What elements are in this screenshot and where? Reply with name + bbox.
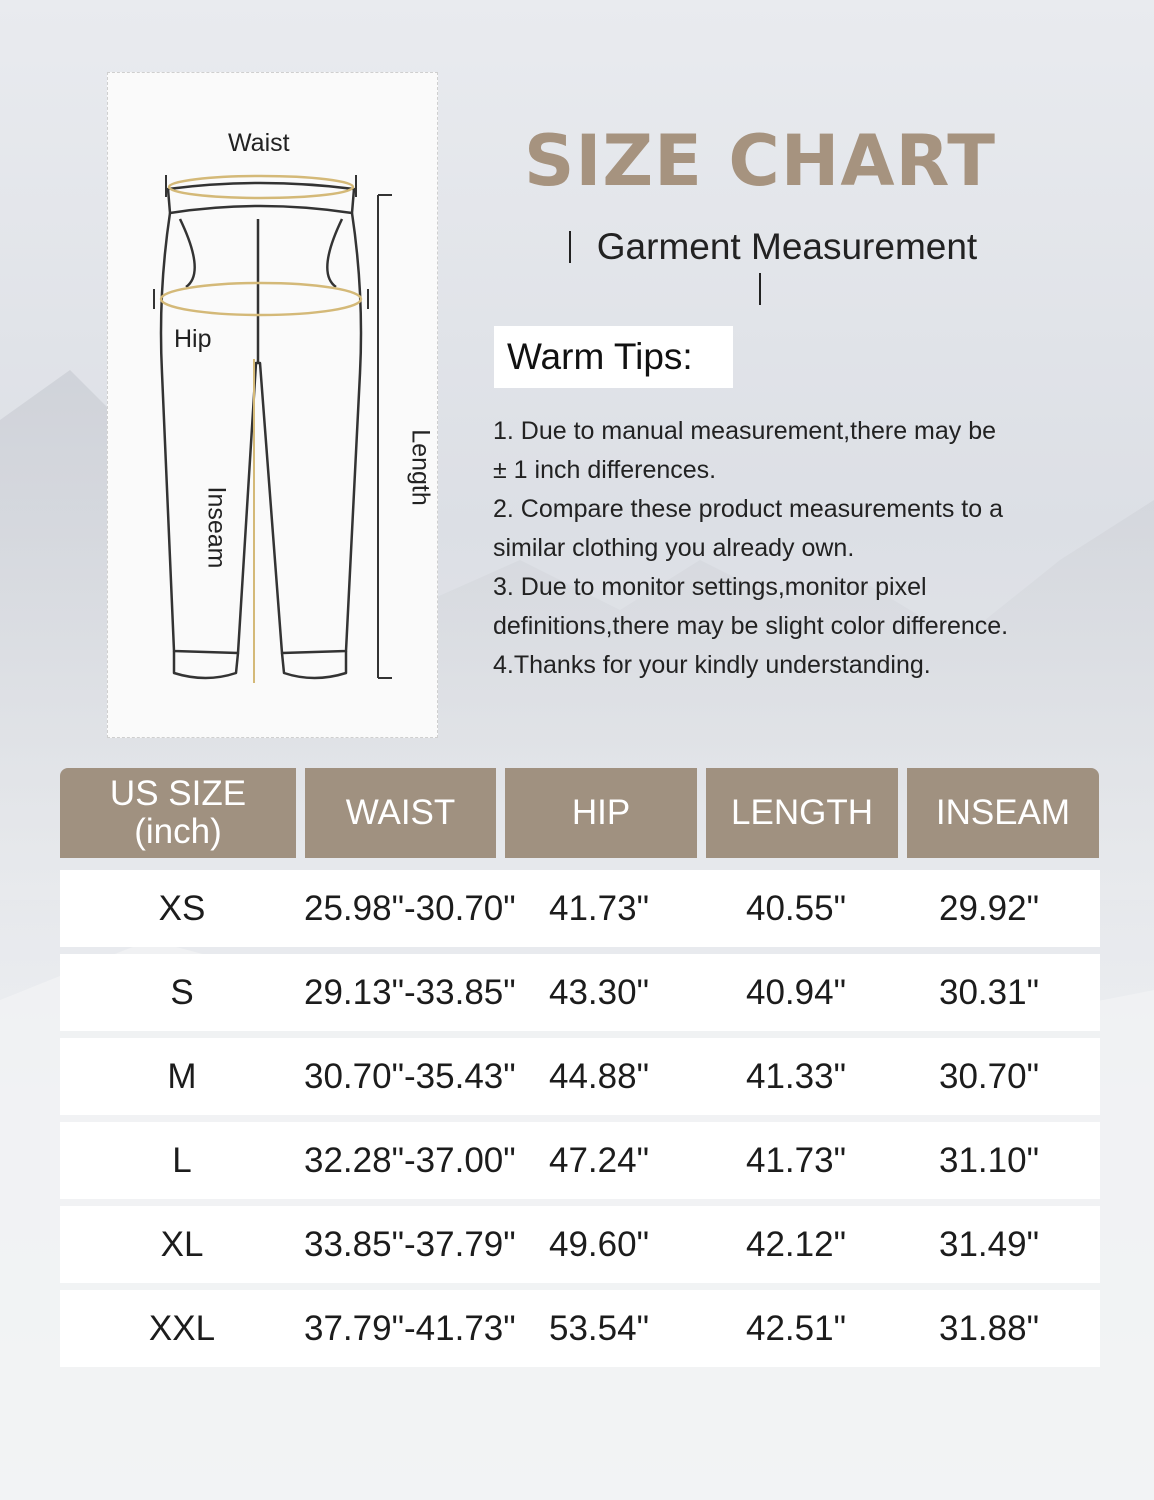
cell-size: XS: [158, 888, 206, 928]
table-row: [60, 1290, 1100, 1367]
tip-line: ± 1 inch differences.: [493, 456, 717, 484]
cell-hip: 49.60": [548, 1224, 649, 1264]
header-inseam: INSEAM: [907, 768, 1099, 858]
pants-diagram-panel: [107, 72, 438, 738]
cell-hip: 47.24": [548, 1140, 649, 1180]
table-row: [60, 870, 1100, 947]
tips-heading: Warm Tips:: [494, 326, 733, 388]
table-row: [60, 1038, 1100, 1115]
cell-waist: 29.13"-33.85": [304, 972, 516, 1012]
tip-line: similar clothing you already own.: [493, 534, 855, 562]
inseam-label: Inseam: [202, 486, 231, 569]
header-waist: WAIST: [305, 768, 496, 858]
cell-size: L: [172, 1140, 192, 1180]
cell-length: 41.33": [745, 1056, 846, 1096]
cell-size: XXL: [148, 1308, 216, 1348]
cell-waist: 32.28"-37.00": [304, 1140, 516, 1180]
tip-line: 1. Due to manual measurement,there may be: [493, 417, 997, 445]
tips-list: [493, 412, 1093, 685]
cell-hip: 44.88": [548, 1056, 649, 1096]
cell-size: XL: [160, 1224, 204, 1264]
cell-length: 42.51": [745, 1308, 846, 1348]
cell-length: 40.94": [745, 972, 846, 1012]
cell-size: M: [167, 1056, 197, 1096]
tip-line: 3. Due to monitor settings,monitor pixel: [493, 573, 927, 601]
hip-measure-line: [161, 283, 361, 315]
table-row: [60, 1206, 1100, 1283]
cell-inseam: 31.88": [938, 1308, 1039, 1348]
header-us-size: [60, 768, 296, 858]
cell-length: 41.73": [745, 1140, 846, 1180]
subtitle-text: Garment Measurement: [596, 226, 978, 267]
cell-waist: 30.70"-35.43": [304, 1056, 516, 1096]
cell-inseam: 31.10": [938, 1140, 1039, 1180]
cell-hip: 41.73": [548, 888, 649, 928]
cell-waist: 25.98"-30.70": [304, 888, 516, 928]
cell-inseam: 31.49": [938, 1224, 1039, 1264]
tip-line: definitions,there may be slight color difference.: [493, 612, 1009, 640]
size-table: [60, 768, 1100, 1374]
cell-length: 40.55": [745, 888, 846, 928]
subtitle: [520, 226, 1000, 310]
cell-waist: 37.79"-41.73": [304, 1308, 516, 1348]
cell-length: 42.12": [745, 1224, 846, 1264]
header-length: LENGTH: [706, 768, 898, 858]
pants-outline-icon: [108, 73, 439, 739]
cell-inseam: 29.92": [938, 888, 1039, 928]
header-hip: HIP: [505, 768, 697, 858]
page-title: SIZE CHART: [523, 120, 997, 202]
cell-inseam: 30.31": [938, 972, 1039, 1012]
table-body: [60, 870, 1100, 1367]
cell-size: S: [170, 972, 194, 1012]
divider: [569, 231, 571, 263]
table-row: [60, 1122, 1100, 1199]
cell-waist: 33.85"-37.79": [304, 1224, 516, 1264]
waist-label: Waist: [228, 129, 290, 157]
header-us-size-text: US SIZE (inch): [109, 774, 247, 851]
table-header: [60, 768, 1100, 858]
tip-line: 4.Thanks for your kindly understanding.: [493, 651, 931, 679]
divider: [759, 273, 761, 305]
tip-line: 2. Compare these product measurements to a: [493, 495, 1003, 523]
length-label: Length: [406, 429, 435, 506]
hip-label: Hip: [174, 325, 212, 353]
cell-hip: 53.54": [548, 1308, 649, 1348]
cell-inseam: 30.70": [938, 1056, 1039, 1096]
cell-hip: 43.30": [548, 972, 649, 1012]
table-row: [60, 954, 1100, 1031]
